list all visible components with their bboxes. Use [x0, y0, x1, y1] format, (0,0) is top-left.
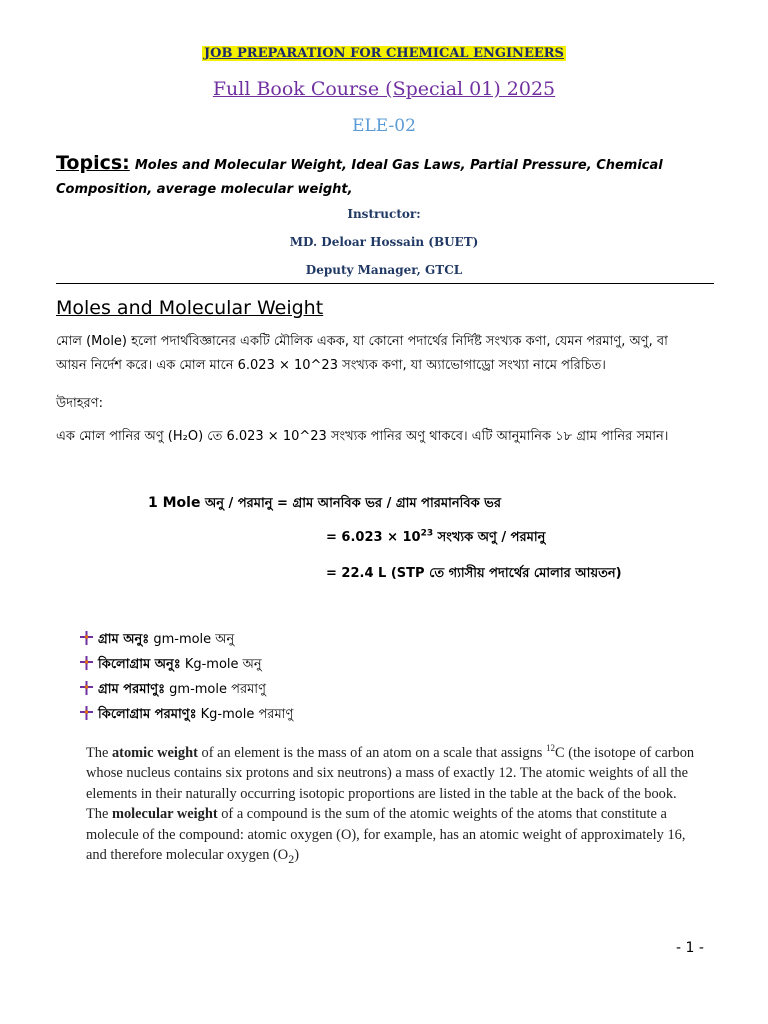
formula-line1-prefix: 1 Mole — [148, 495, 201, 511]
page-number: - 1 - — [676, 940, 704, 956]
topics-text: Moles and Molecular Weight, Ideal Gas Laws, Partial Pressure, Chemical Composition, average molecular weight, — [56, 158, 663, 197]
formula-line1 — [148, 494, 501, 515]
bullet-def: gm-mole অনু — [149, 632, 235, 647]
header-banner — [0, 46, 768, 61]
formula-line3-prefix: = 22.4 L — [326, 566, 387, 581]
bullet-term: গ্রাম পরমাণুঃ — [98, 682, 166, 697]
intro-paragraph-line2: আয়ন নির্দেশ করে। এক মোল মানে 6.023 × 10^23 সংখ্যক কণা, যা অ্যাভোগাড্রো সংখ্যা নামে পরিচিত। — [56, 358, 606, 373]
excerpt-text: The — [86, 744, 112, 761]
formula-line3 — [326, 564, 622, 585]
pin-star-bullet-icon — [80, 656, 98, 672]
bullet-item — [80, 655, 262, 676]
excerpt-text: ) — [294, 847, 299, 864]
section-heading: Moles and Molecular Weight — [56, 297, 324, 319]
course-title: Full Book Course (Special 01) 2025 — [212, 78, 556, 100]
bullet-item — [80, 680, 266, 701]
instructor-role: Deputy Manager, GTCL — [305, 263, 463, 277]
formula-line2-rest: সংখ্যক অণু / পরমানু — [433, 530, 546, 545]
excerpt-subscript: 2 — [288, 852, 295, 867]
intro-paragraph-line1: মোল (Mole) হলো পদার্থবিজ্ঞানের একটি মৌলিক একক, যা কোনো পদার্থের নির্দিষ্ট সংখ্যক কণা, যেমন পরমাণু, অণু, বা — [56, 334, 668, 349]
textbook-excerpt — [86, 738, 696, 870]
pin-star-bullet-icon — [80, 681, 98, 697]
formula-line1-rest: অনু / পরমানু = গ্রাম আনবিক ভর / গ্রাম পারমানবিক ভর — [200, 496, 502, 511]
bullet-def: Kg-mole পরমাণু — [196, 707, 294, 722]
header-banner-text: JOB PREPARATION FOR CHEMICAL ENGINEERS — [204, 46, 564, 61]
bullet-def: Kg-mole অনু — [180, 657, 262, 672]
bullet-item — [80, 705, 293, 726]
excerpt-superscript: 12 — [546, 743, 556, 753]
instructor-name: MD. Deloar Hossain (BUET) — [289, 235, 479, 249]
topics-block — [56, 152, 716, 201]
bullet-item — [80, 630, 234, 651]
excerpt-text: C (the isotope of carbon whose nucleus contains six protons and six neutrons) a mass of exactly 12. The atomic weights of all the elements in their naturally occurring isotopic proportions are listed in the table at the back of the book. The — [86, 744, 695, 823]
formula-line2-exponent: 23 — [420, 528, 434, 539]
pin-star-bullet-icon — [80, 631, 98, 647]
bullet-term: কিলোগ্রাম অনুঃ — [98, 657, 181, 672]
excerpt-text: of a compound is the sum of the atomic weights of the atoms that constitute a molecule of the compound: atomic oxygen (O), for example, has an atomic weight of approximately 16, and therefore molecular oxygen (O — [86, 806, 686, 864]
example-label: উদাহরণ: — [56, 396, 103, 411]
instructor-label: Instructor: — [347, 207, 421, 221]
example-text: এক মোল পানির অণু (H₂O) তে 6.023 × 10^23 সংখ্যক পানির অণু থাকবে। এটি আনুমানিক ১৮ গ্রাম পানির সমান। — [56, 429, 669, 444]
bullet-def: gm-mole পরমাণু — [165, 682, 266, 697]
bullet-term: গ্রাম অনুঃ — [98, 632, 150, 647]
horizontal-rule — [56, 283, 714, 284]
formula-line3-rest: (STP তে গ্যাসীয় পদার্থের মোলার আয়তন) — [386, 566, 622, 581]
course-code: ELE-02 — [352, 116, 416, 136]
excerpt-bold-term: molecular weight — [111, 806, 218, 823]
bullet-term: কিলোগ্রাম পরমাণুঃ — [98, 707, 197, 722]
excerpt-text: of an element is the mass of an atom on a scale that assigns — [197, 744, 547, 761]
formula-line2 — [326, 528, 545, 549]
excerpt-bold-term: atomic weight — [111, 744, 198, 761]
pin-star-bullet-icon — [80, 706, 98, 722]
formula-line2-prefix: = 6.023 × 10 — [326, 530, 421, 545]
topics-label: Topics: — [56, 152, 130, 174]
